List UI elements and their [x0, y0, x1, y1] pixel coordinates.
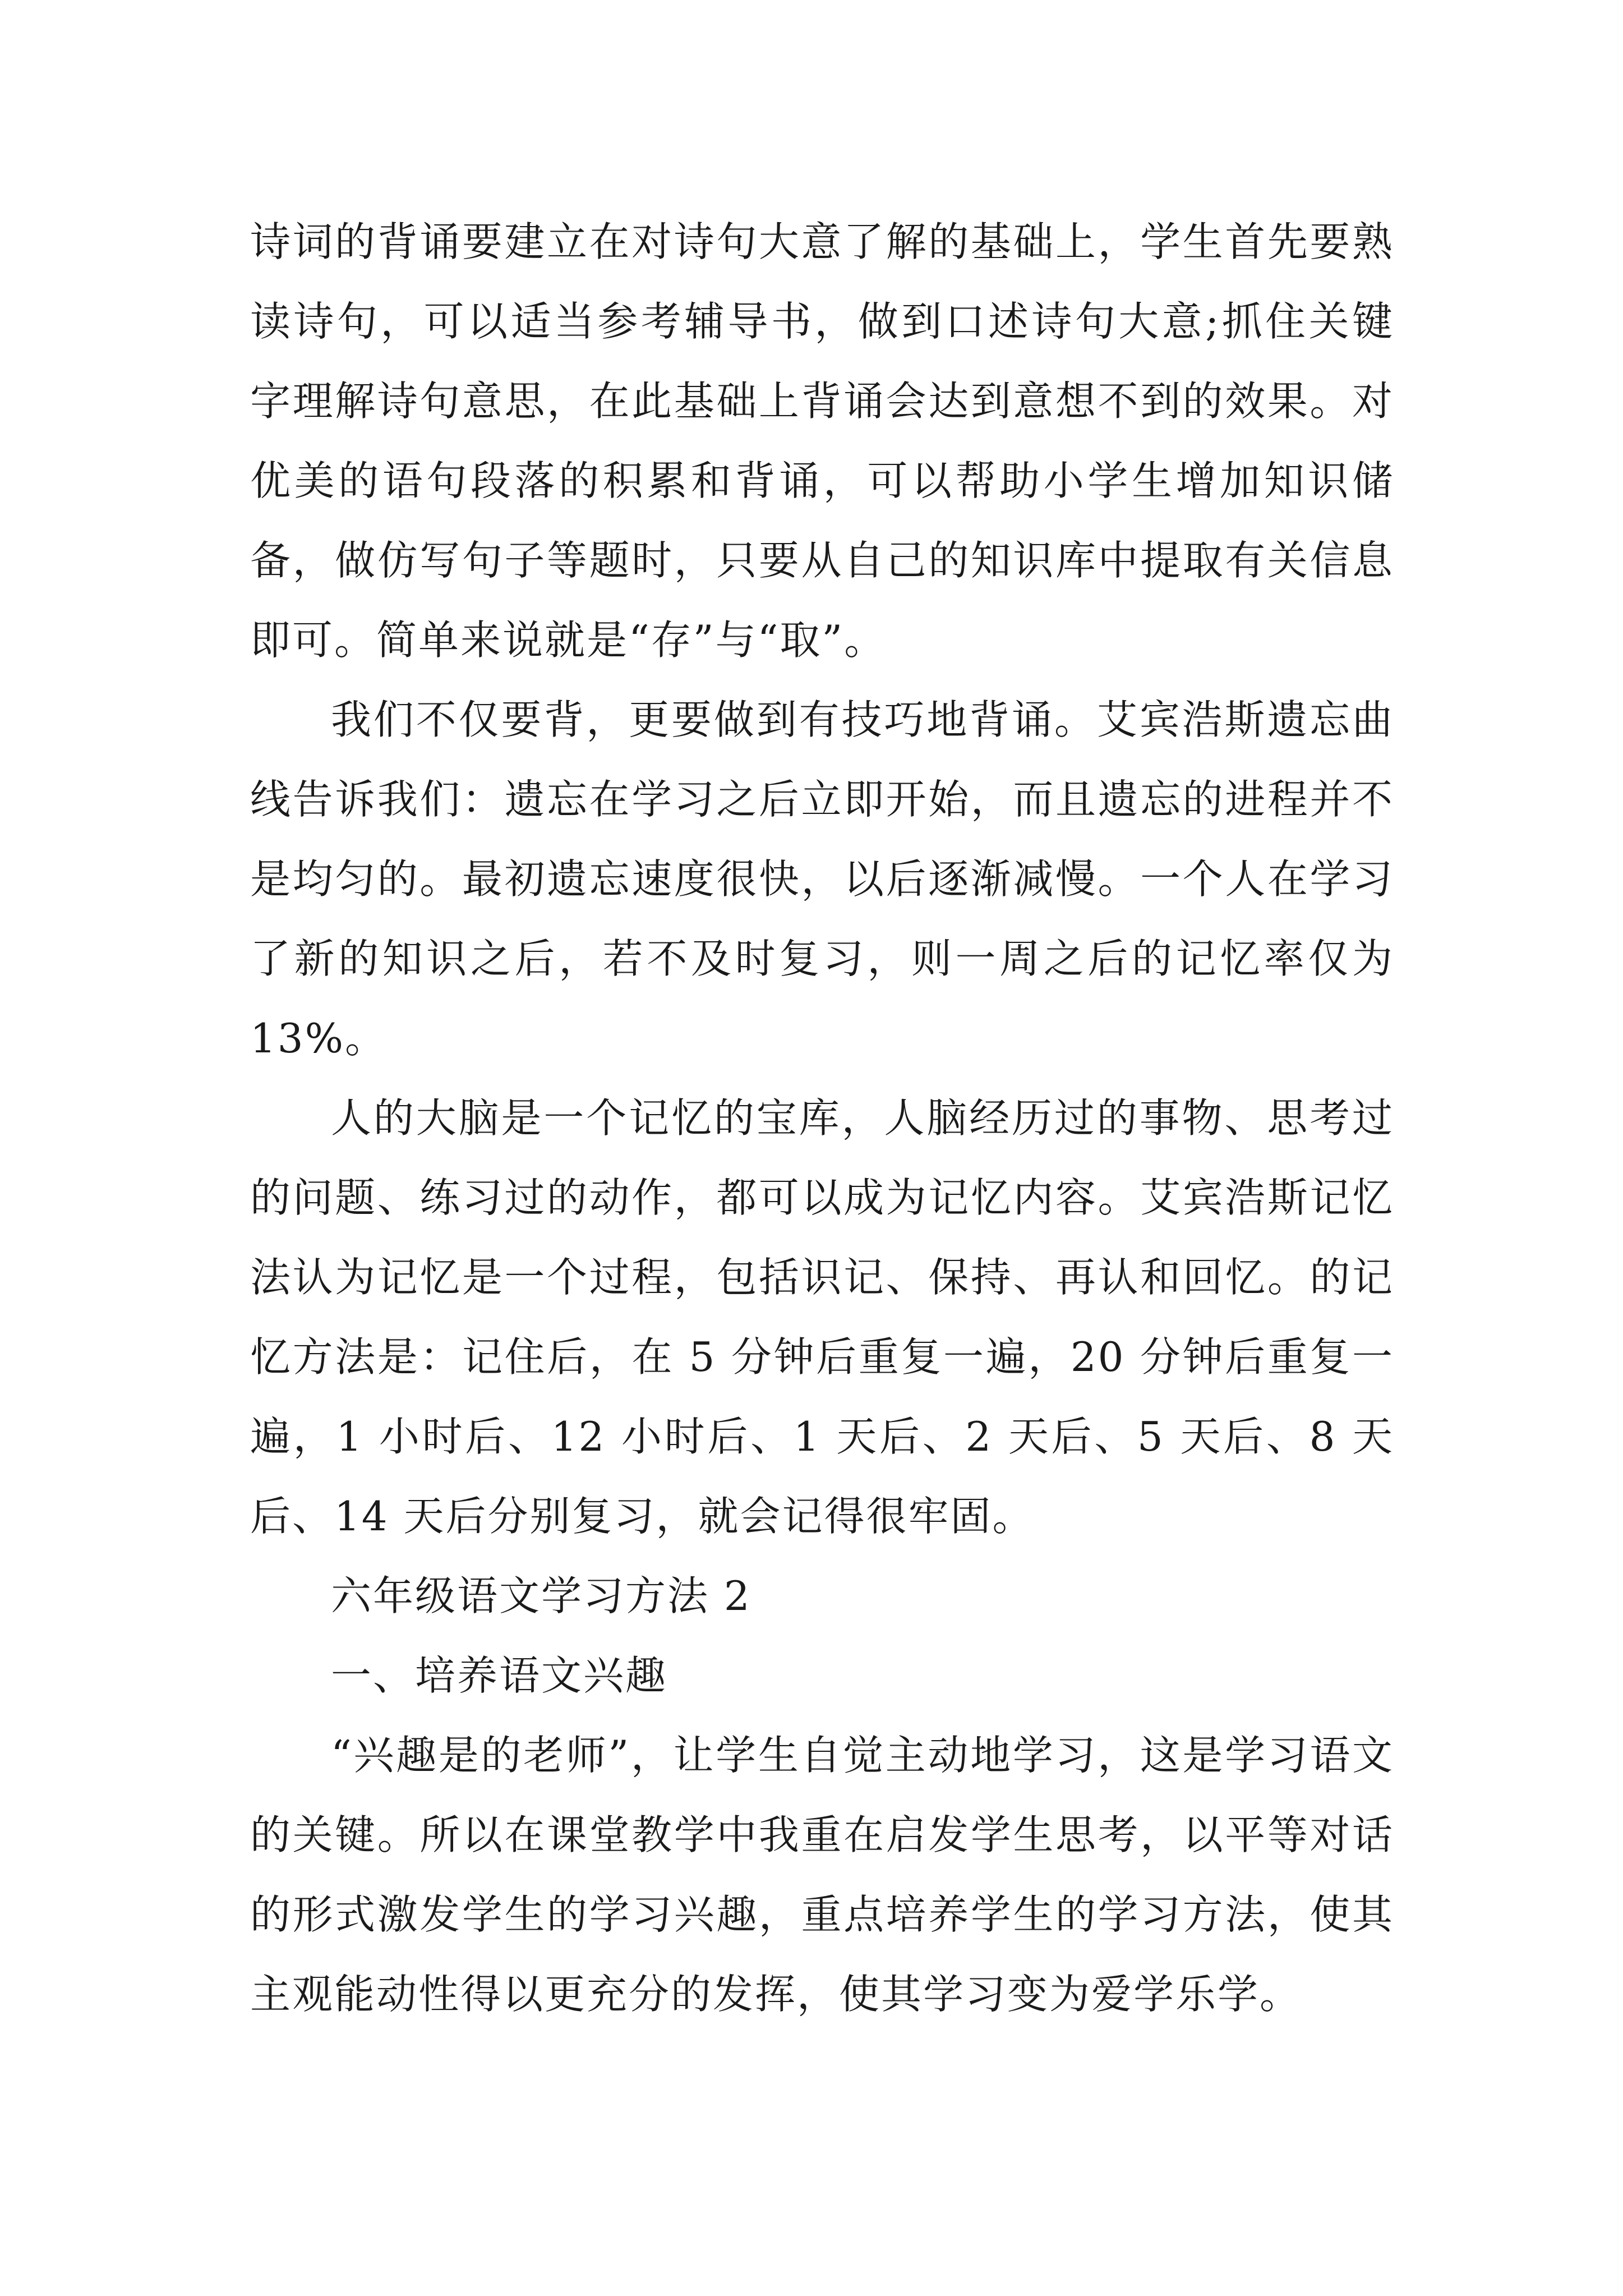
paragraph-memory-method: 人的大脑是一个记忆的宝库，人脑经历过的事物、思考过的问题、练习过的动作，都可以成为记忆内容。艾宾浩斯记忆法认为记忆是一个过程，包括识记、保持、再认和回忆。的记忆方法是：记住后，在 5 分钟后重复一遍，20 分钟后重复一遍，1 小时后、12 小时后、1 天后、2 天后、5 天后、8 天后、14 天后分别复习，就会记得很牢固。 [250, 1094, 1394, 1540]
paragraph-forgetting-curve: 我们不仅要背，更要做到有技巧地背诵。艾宾浩斯遗忘曲线告诉我们：遗忘在学习之后立即开始，而且遗忘的进程并不是均匀的。最初遗忘速度很快，以后逐渐减慢。一个人在学习了新的知识之后，若不及时复习，则一周之后的记忆率仅为 13%。 [250, 696, 1394, 1062]
paragraph-recitation-basis: 诗词的背诵要建立在对诗句大意了解的基础上，学生首先要熟读诗句，可以适当参考辅导书，做到口述诗句大意;抓住关键字理解诗句意思，在此基础上背诵会达到意想不到的效果。对优美的语句段落的积累和背诵，可以帮助小学生增加知识储备，做仿写句子等题时，只要从自己的知识库中提取有关信息即可。简单来说就是“存”与“取”。 [250, 218, 1394, 664]
subsection-title: 一、培养语文兴趣 [331, 1652, 668, 1699]
paragraph-interest: “兴趣是的老师”，让学生自觉主动地学习，这是学习语文的关键。所以在课堂教学中我重在启发学生思考，以平等对话的形式激发学生的学习兴趣，重点培养学生的学习方法，使其主观能动性得以更充分的发挥，使其学习变为爱学乐学。 [250, 1732, 1394, 2018]
section-title: 六年级语文学习方法 2 [331, 1572, 751, 1619]
document-body [250, 202, 1394, 2034]
